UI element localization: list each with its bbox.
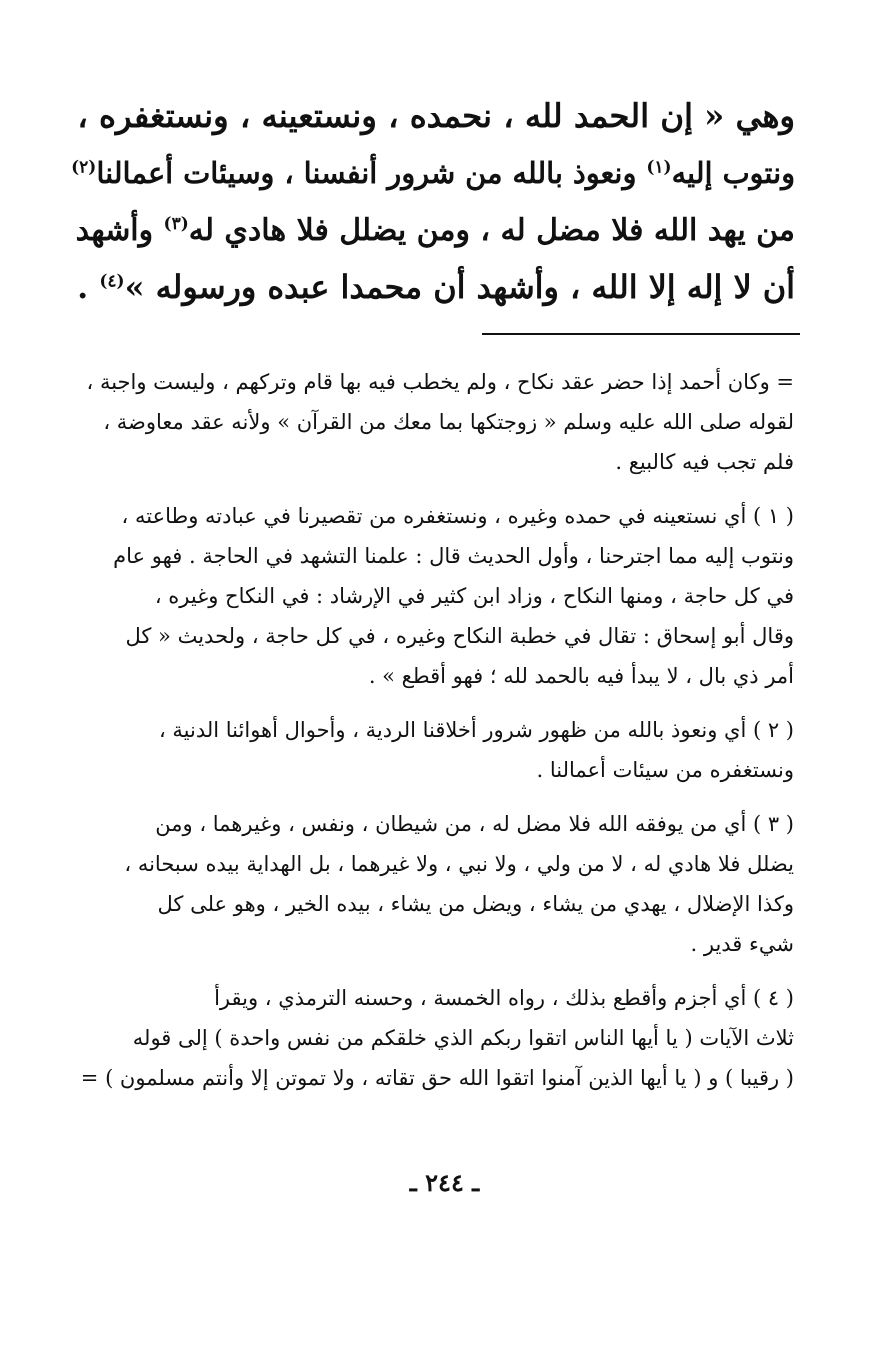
text-run: من يهد الله فلا مضل له ، ومن يضلل فلا هادي له <box>188 213 795 248</box>
footnote-line: في كل حاجة ، ومنها النكاح ، وزاد ابن كثير في الإرشاد : في النكاح وغيره ، <box>154 584 794 608</box>
footnote-ref[interactable]: (١) <box>646 157 672 178</box>
footnote-line: = وكان أحمد إذا حضر عقد نكاح ، ولم يخطب فيه بها قام وتركهم ، وليست واجبة ، <box>86 370 794 394</box>
main-text-line <box>70 145 795 202</box>
footnote-line: فلم تجب فيه كالبيع . <box>615 450 794 474</box>
main-text-line <box>70 202 795 259</box>
main-text <box>70 88 795 316</box>
footnote-3 <box>62 804 794 964</box>
footnote-line: لقوله صلى الله عليه وسلم « زوجتكها بما معك من القرآن » ولأنه عقد معاوضة ، <box>103 410 794 434</box>
footnote-ref[interactable]: (٢) <box>71 157 97 178</box>
text-run: أن لا إله إلا الله ، وأشهد أن محمدا عبده ورسوله » <box>124 268 795 306</box>
footnote-line: ونتوب إليه مما اجترحنا ، وأول الحديث قال : علمنا التشهد في الحاجة . فهو عام <box>113 544 794 568</box>
footnote-ref[interactable]: (٣) <box>163 214 189 235</box>
footnote-line: ( ٢ ) أي ونعوذ بالله من ظهور شرور أخلاقنا الردية ، وأحوال أهوائنا الدنية ، <box>158 718 794 742</box>
footnote-line: ( رقيبا ) و ( يا أيها الذين آمنوا اتقوا الله حق تقاته ، ولا تموتن إلا وأنتم مسلمون ) = <box>80 1066 794 1090</box>
footnote-divider <box>482 333 800 335</box>
footnote-line: ( ١ ) أي نستعينه في حمده وغيره ، ونستغفره من تقصيرنا في عبادته وطاعته ، <box>121 504 794 528</box>
footnotes <box>62 362 794 1112</box>
footnote-line: ( ٣ ) أي من يوفقه الله فلا مضل له ، من شيطان ، ونفس ، وغيرهما ، ومن <box>155 812 794 836</box>
footnote-ref[interactable]: (٤) <box>99 271 125 292</box>
footnote-1 <box>62 496 794 696</box>
footnote-line: شيء قدير . <box>690 932 794 956</box>
footnote-line: وقال أبو إسحاق : تقال في خطبة النكاح وغيره ، في كل حاجة ، ولحديث « كل <box>125 624 794 648</box>
footnote-line: ثلاث الآيات ( يا أيها الناس اتقوا ربكم الذي خلقكم من نفس واحدة ) إلى قوله <box>132 1026 794 1050</box>
main-text-line <box>70 259 795 316</box>
text-run: وأشهد <box>75 213 164 248</box>
page-number: ـ ٢٤٤ ـ <box>409 1168 480 1197</box>
footnote-2 <box>62 710 794 790</box>
text-run: ونعوذ بالله من شرور أنفسنا ، وسيئات أعمالنا <box>96 156 647 190</box>
text-run: . <box>77 268 100 306</box>
footnote-line: أمر ذي بال ، لا يبدأ فيه بالحمد لله ؛ فهو أقطع » . <box>368 664 794 688</box>
text-run: ونتوب إليه <box>671 156 795 190</box>
footnote-continuation <box>62 362 794 482</box>
footnote-4 <box>62 978 794 1098</box>
footnote-line: يضلل فلا هادي له ، لا من ولي ، ولا نبي ، ولا غيرهما ، بل الهداية بيده سبحانه ، <box>124 852 794 876</box>
main-text-line: وهي « إن الحمد لله ، نحمده ، ونستعينه ، ونستغفره ، <box>77 97 795 135</box>
footnote-line: ( ٤ ) أي أجزم وأقطع بذلك ، رواه الخمسة ، وحسنه الترمذي ، ويقرأ <box>214 986 794 1010</box>
footnote-line: ونستغفره من سيئات أعمالنا . <box>536 758 794 782</box>
footnote-line: وكذا الإضلال ، يهدي من يشاء ، ويضل من يشاء ، بيده الخير ، وهو على كل <box>157 892 794 916</box>
